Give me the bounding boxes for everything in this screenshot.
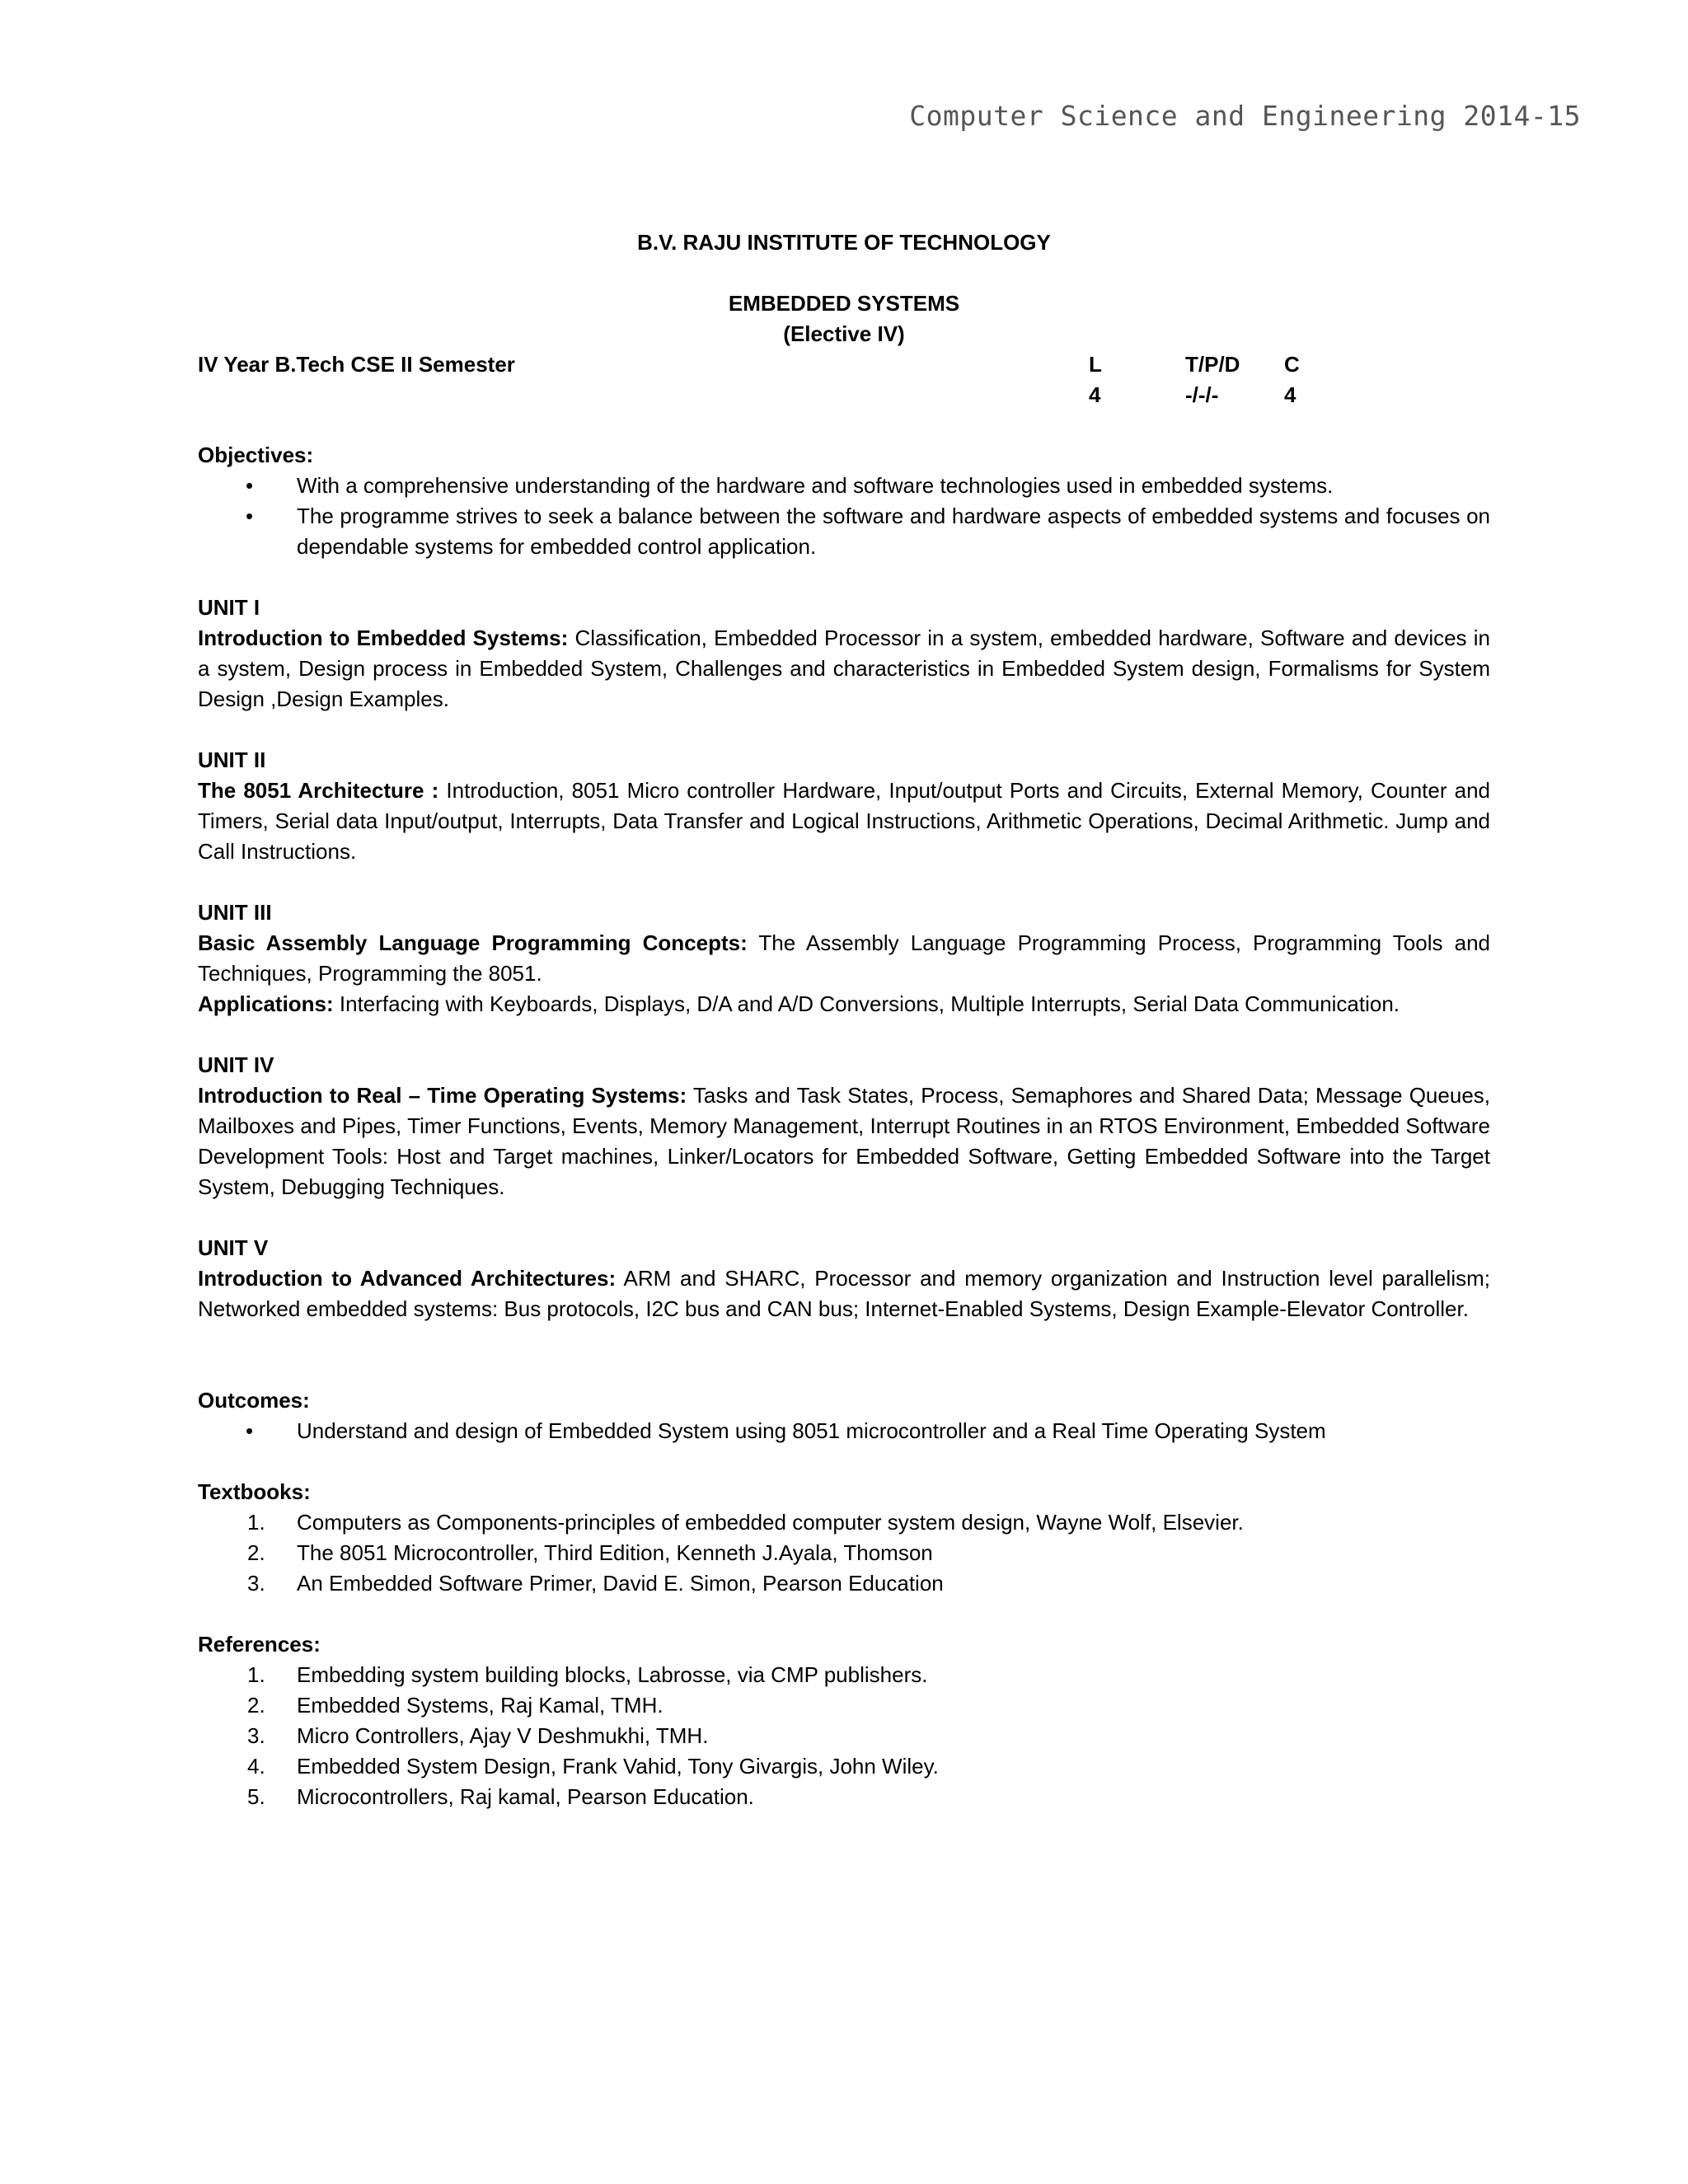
unit-1 <box>198 593 1490 715</box>
references-list <box>198 1660 1490 1812</box>
reference-text: Embedding system building blocks, Labrosse, via CMP publishers. <box>297 1662 928 1687</box>
list-item <box>198 1538 1490 1568</box>
item-number: 1. <box>247 1662 265 1687</box>
list-item <box>198 1568 1490 1599</box>
topic-lead: The 8051 Architecture : <box>198 778 439 803</box>
topic-text: The Assembly Language Programming Process, Programming Tools and Techniques, Programming the 8051. <box>198 930 1490 986</box>
list-item <box>198 1751 1490 1782</box>
credits-c-value: 4 <box>1284 382 1296 407</box>
textbook-text: Computers as Components-principles of embedded computer system design, Wayne Wolf, Elsevier. <box>297 1510 1244 1535</box>
topic-text: Tasks and Task States, Process, Semaphores and Shared Data; Message Queues, Mailboxes and Pipes, Timer Functions, Events, Memory Management, Interrupt Routines in an RTOS Environment, Embedded Software Development Tools: Host and Target machines, Linker/Locators for Embedded Software, Getting Embedded Software into the Target System, Debugging Techniques. <box>198 1083 1490 1199</box>
item-number: 3. <box>247 1723 265 1748</box>
unit-5 <box>198 1233 1490 1324</box>
unit-4 <box>198 1050 1490 1202</box>
item-number: 2. <box>247 1540 265 1565</box>
textbook-text: The 8051 Microcontroller, Third Edition, Kenneth J.Ayala, Thomson <box>297 1540 933 1565</box>
credits-tpd-header: T/P/D <box>1185 352 1240 377</box>
list-item <box>198 501 1490 562</box>
unit-paragraph <box>198 989 1490 1019</box>
running-header: Computer Science and Engineering 2014-15 <box>909 100 1581 132</box>
unit-paragraph <box>198 623 1490 715</box>
bullet-icon: • <box>246 473 254 498</box>
unit-heading: UNIT II <box>198 748 266 772</box>
semester-label: IV Year B.Tech CSE II Semester <box>198 352 515 377</box>
objectives-list <box>198 471 1490 562</box>
item-number: 1. <box>247 1510 265 1535</box>
textbooks-heading: Textbooks: <box>198 1479 311 1504</box>
objectives-heading: Objectives: <box>198 443 314 467</box>
unit-paragraph <box>198 776 1490 867</box>
unit-heading: UNIT IV <box>198 1052 274 1077</box>
course-title: EMBEDDED SYSTEMS <box>728 291 960 316</box>
outcomes-list <box>198 1416 1490 1446</box>
unit-heading: UNIT I <box>198 595 260 620</box>
list-item <box>198 1690 1490 1721</box>
unit-heading: UNIT V <box>198 1235 269 1260</box>
course-meta <box>198 349 1490 410</box>
references-heading: References: <box>198 1632 321 1657</box>
topic-text: ARM and SHARC, Processor and memory organization and Instruction level parallelism; Networked embedded systems: Bus protocols, I2C bus and CAN bus; Internet-Enabled Systems, Design Example-Elevator Controller. <box>198 1266 1490 1321</box>
syllabus-content <box>198 227 1490 1812</box>
credits-values-row <box>198 380 1490 410</box>
item-number: 5. <box>247 1784 265 1809</box>
topic-lead: Introduction to Real – Time Operating Systems: <box>198 1083 687 1108</box>
credits-l-value: 4 <box>1089 382 1101 407</box>
topic-lead: Basic Assembly Language Programming Concepts: <box>198 930 748 955</box>
unit-paragraph <box>198 928 1490 989</box>
reference-text: Embedded Systems, Raj Kamal, TMH. <box>297 1693 663 1718</box>
item-number: 4. <box>247 1754 265 1779</box>
reference-text: Microcontrollers, Raj kamal, Pearson Education. <box>297 1784 754 1809</box>
topic-lead: Introduction to Embedded Systems: <box>198 626 569 650</box>
credits-c-header: C <box>1284 352 1300 377</box>
unit-2 <box>198 745 1490 867</box>
topic-lead: Introduction to Advanced Architectures: <box>198 1266 617 1291</box>
outcome-text: Understand and design of Embedded System using 8051 microcontroller and a Real Time Operating System <box>297 1418 1326 1443</box>
credits-tpd-value: -/-/- <box>1185 382 1219 407</box>
course-subtitle: (Elective IV) <box>783 321 905 346</box>
unit-paragraph <box>198 1080 1490 1202</box>
unit-paragraph <box>198 1263 1490 1324</box>
institute-name: B.V. RAJU INSTITUTE OF TECHNOLOGY <box>637 230 1051 255</box>
outcomes-heading: Outcomes: <box>198 1388 310 1413</box>
topic-text: Introduction, 8051 Micro controller Hardware, Input/output Ports and Circuits, External Memory, Counter and Timers, Serial data Input/output, Interrupts, Data Transfer and Logical Instructions, Arithmetic Operations, Decimal Arithmetic. Jump and Call Instructions. <box>198 778 1490 864</box>
list-item <box>198 1660 1490 1690</box>
unit-3 <box>198 898 1490 1019</box>
bullet-icon: • <box>246 1418 254 1443</box>
list-item <box>198 1416 1490 1446</box>
list-item <box>198 1507 1490 1538</box>
topic-text: Interfacing with Keyboards, Displays, D/A and A/D Conversions, Multiple Interrupts, Serial Data Communication. <box>333 991 1400 1016</box>
objective-text: The programme strives to seek a balance between the software and hardware aspects of embedded systems and focuses on dependable systems for embedded control application. <box>297 504 1490 559</box>
textbooks-list <box>198 1507 1490 1599</box>
item-number: 2. <box>247 1693 265 1718</box>
textbook-text: An Embedded Software Primer, David E. Simon, Pearson Education <box>297 1571 944 1596</box>
credits-l-header: L <box>1089 352 1102 377</box>
unit-heading: UNIT III <box>198 900 272 925</box>
topic-lead: Applications: <box>198 991 334 1016</box>
bullet-icon: • <box>246 504 254 528</box>
list-item <box>198 1782 1490 1812</box>
list-item <box>198 1721 1490 1751</box>
item-number: 3. <box>247 1571 265 1596</box>
list-item <box>198 471 1490 501</box>
reference-text: Micro Controllers, Ajay V Deshmukhi, TMH. <box>297 1723 709 1748</box>
reference-text: Embedded System Design, Frank Vahid, Tony Givargis, John Wiley. <box>297 1754 939 1779</box>
objective-text: With a comprehensive understanding of the hardware and software technologies used in embedded systems. <box>297 473 1334 498</box>
credits-header-row <box>198 349 1490 380</box>
topic-text: Classification, Embedded Processor in a system, embedded hardware, Software and devices in a system, Design process in Embedded System, Challenges and characteristics in Embedded System design, Formalisms for System Design ,Design Examples. <box>198 626 1490 711</box>
course-title-block <box>198 288 1490 349</box>
